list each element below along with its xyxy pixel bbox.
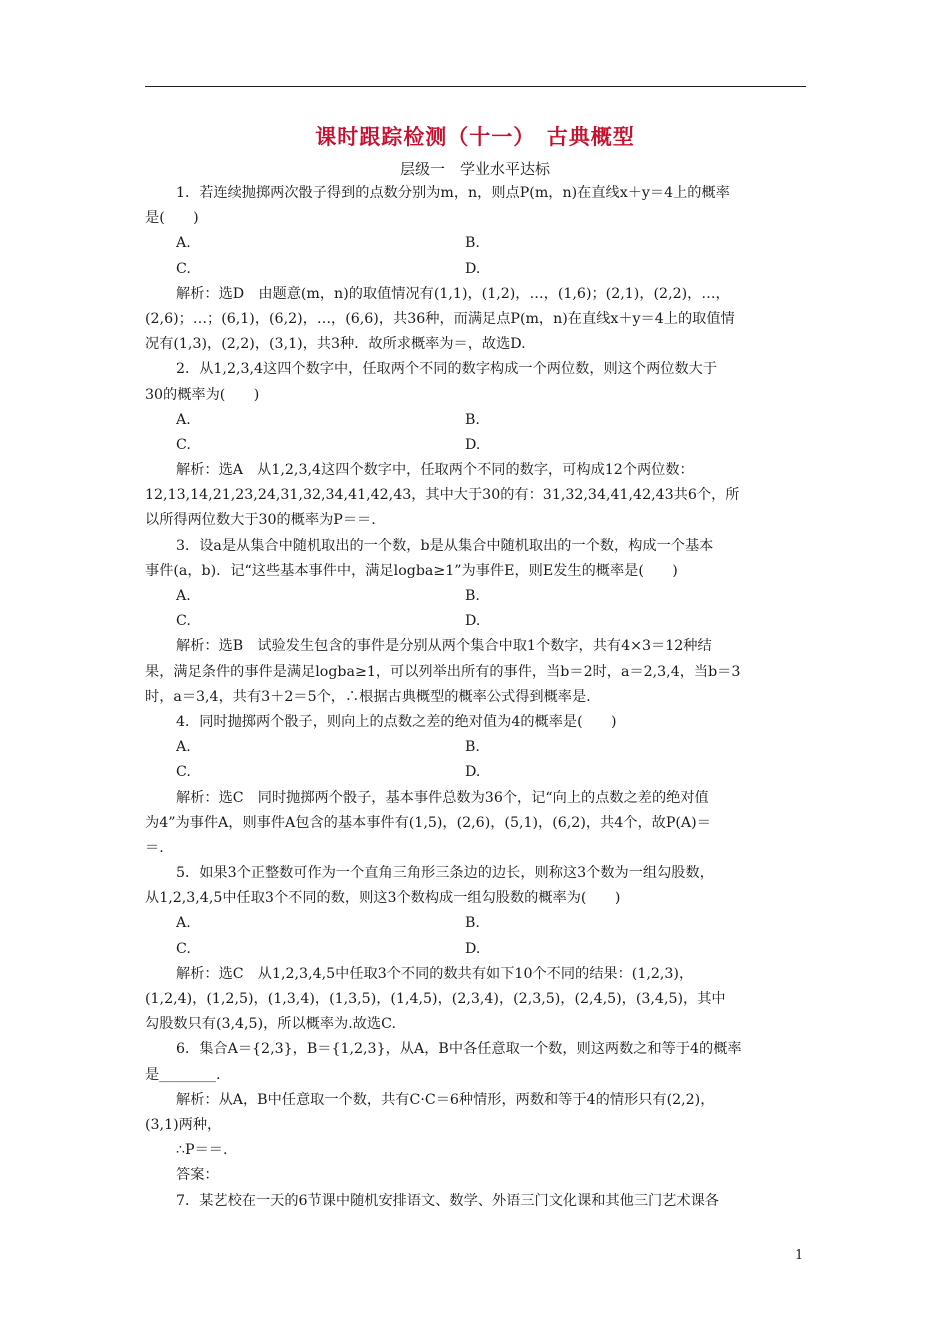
section-subtitle: 层级一 学业水平达标 <box>399 160 550 178</box>
text-line: (3,1)两种， <box>145 1116 222 1133</box>
answer-options-row <box>145 937 807 962</box>
option-label: B. <box>465 235 480 252</box>
option-label: D. <box>465 613 481 630</box>
option-label: C. <box>176 436 191 453</box>
text-line: 答案： <box>176 1167 219 1184</box>
answer-options-row <box>145 433 807 458</box>
option-label: D. <box>465 436 481 453</box>
text-line: 解析：选C 同时抛掷两个骰子，基本事件总数为36个，记“向上的点数之差的绝对值 <box>176 789 709 806</box>
option-label: A. <box>176 235 191 252</box>
text-line: 解析：从A，B中任意取一个数，共有C·C＝6种情形，两数和等于4的情形只有(2,2)， <box>176 1091 715 1108</box>
text-line: 5．如果3个正整数可作为一个直角三角形三条边的边长，则称这3个数为一组勾股数， <box>176 865 714 882</box>
option-label: C. <box>176 940 191 957</box>
answer-options-row <box>145 911 807 936</box>
option-label: B. <box>465 915 480 932</box>
text-line: 为4”为事件A，则事件A包含的基本事件有(1,5)，(2,6)，(5,1)，(6,2)，共4个，故P(A)＝ <box>145 814 711 831</box>
text-line: 解析：选A 从1,2,3,4这四个数字中，任取两个不同的数字，可构成12个两位数： <box>176 462 694 479</box>
text-line: (1,2,4)，(1,2,5)，(1,3,4)，(1,3,5)，(1,4,5)，(2,3,4)，(2,3,5)，(2,4,5)，(3,4,5)，其中 <box>145 991 726 1007</box>
text-line: 以所得两位数大于30的概率为P＝＝. <box>145 512 376 529</box>
text-line: 是( ) <box>145 210 199 227</box>
option-label: D. <box>465 940 481 957</box>
answer-options-row <box>145 408 807 433</box>
option-label: D. <box>465 260 481 277</box>
page-number: 1 <box>795 1248 804 1263</box>
text-line: 勾股数只有(3,4,5)，所以概率为.故选C. <box>145 1016 396 1033</box>
text-line: 1．若连续抛掷两次骰子得到的点数分别为m，n，则点P(m，n)在直线x＋y＝4上的概率 <box>176 185 730 201</box>
answer-options-row <box>145 231 807 256</box>
option-label: A. <box>176 739 191 756</box>
document-body <box>145 181 807 1214</box>
option-label: C. <box>176 613 191 630</box>
answer-options-row <box>145 584 807 609</box>
answer-options-row <box>145 760 807 785</box>
text-line: ＝. <box>145 839 164 856</box>
text-line: 2．从1,2,3,4这四个数字中，任取两个不同的数字构成一个两位数，则这个两位数大于 <box>176 361 718 378</box>
text-line: 果，满足条件的事件是满足logba≥1，可以列举出所有的事件，当b＝2时，a＝2,3,4，当b＝3 <box>145 663 741 680</box>
text-line: 4．同时抛掷两个骰子，则向上的点数之差的绝对值为4的概率是( ) <box>176 713 617 730</box>
text-line: 时，a＝3,4，共有3＋2＝5个，∴根据古典概型的概率公式得到概率是. <box>145 688 591 705</box>
text-line: (2,6)；…；(6,1)，(6,2)，…，(6,6)，共36种，而满足点P(m，n)在直线x＋y＝4上的取值情 <box>145 310 735 327</box>
text-line: 解析：选B 试验发生包含的事件是分别从两个集合中取1个数字，共有4×3＝12种结 <box>176 638 712 655</box>
header-rule <box>145 86 806 87</box>
option-label: B. <box>465 411 480 428</box>
page-title: 课时跟踪检测（十一） 古典概型 <box>315 124 635 149</box>
option-label: B. <box>465 588 480 604</box>
text-line: ∴P＝＝. <box>176 1142 228 1159</box>
text-line: 6．集合A＝{2,3}，B＝{1,2,3}，从A，B中各任意取一个数，则这两数之和等于4的概率 <box>176 1041 742 1058</box>
text-line: 事件(a，b)．记“这些基本事件中，满足logba≥1”为事件E，则E发生的概率是( ) <box>145 562 678 579</box>
text-line: 解析：选D 由题意(m，n)的取值情况有(1,1)，(1,2)，…，(1,6)；(2,1)，(2,2)，…， <box>176 285 730 302</box>
answer-options-row <box>145 609 807 634</box>
option-label: A. <box>176 411 191 428</box>
text-line: 解析：选C 从1,2,3,4,5中任取3个不同的数共有如下10个不同的结果：(1,2,3)， <box>176 965 694 982</box>
text-line: 况有(1,3)，(2,2)，(3,1)，共3种．故所求概率为＝，故选D. <box>145 336 526 353</box>
option-label: D. <box>465 764 481 781</box>
option-label: C. <box>176 260 191 277</box>
text-line: 12,13,14,21,23,24,31,32,34,41,42,43，其中大于30的有：31,32,34,41,42,43共6个，所 <box>145 487 740 504</box>
option-label: A. <box>176 588 191 604</box>
answer-options-row <box>145 257 807 282</box>
text-line: 30的概率为( ) <box>145 386 260 403</box>
option-label: C. <box>176 764 191 781</box>
option-label: B. <box>465 739 480 756</box>
text-line: 3．设a是从集合中随机取出的一个数，b是从集合中随机取出的一个数，构成一个基本 <box>176 537 714 554</box>
text-line: 是________. <box>145 1066 221 1083</box>
text-line: 7．某艺校在一天的6节课中随机安排语文、数学、外语三门文化课和其他三门艺术课各 <box>176 1192 719 1209</box>
text-line: 从1,2,3,4,5中任取3个不同的数，则这3个数构成一组勾股数的概率为( ) <box>145 890 621 907</box>
answer-options-row <box>145 735 807 760</box>
option-label: A. <box>176 915 191 932</box>
